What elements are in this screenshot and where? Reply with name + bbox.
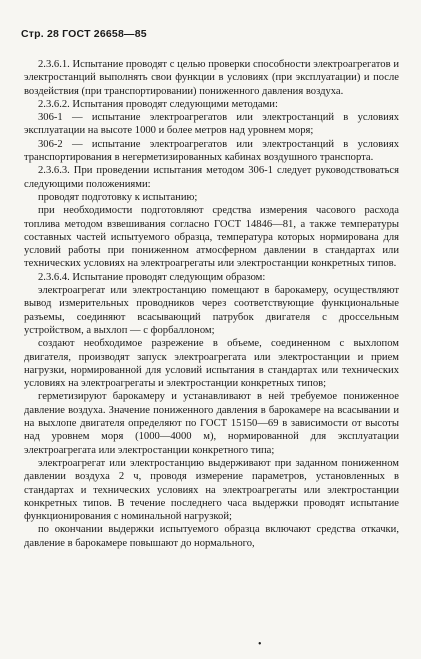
paragraph: герметизируют барокамеру и устанавливают в ней требуемое пониженное давление воздуха. Значение пониженного давления в барокамере на всасывании и на выхлопе двигателя определяют по ГОСТ 15150—69 в зависимости от высоты над уровнем моря (1000—4000 м), нормированной для эксплуатации электроагрегата или электростанции конкретного типа; <box>24 391 399 456</box>
paragraph: 2.3.6.3. При проведении испытания методом 306-1 следует руководствоваться следующими положениями: <box>24 165 399 190</box>
footer-mark: • <box>258 639 262 650</box>
paragraph: электроагрегат или электростанцию помещают в барокамеру, осуществляют вывод измерительных проводников через соответствующие функциональные разъемы, соединяют всасывающий патрубок двигателя с дроссельным устройством, а выхлоп — с форбаллоном; <box>24 285 399 336</box>
paragraph: 2.3.6.1. Испытание проводят с целью проверки способности электроагрегатов и электростанций выполнять свои функции в условиях (при эксплуатации) и после воздействия (при транспортировании) пониженного давления воздуха. <box>24 59 399 97</box>
page-header: Стр. 28 ГОСТ 26658—85 <box>21 28 147 40</box>
paragraph: 306-1 — испытание электроагрегатов или электростанций в условиях эксплуатации на высоте 1000 и более метров над уровнем моря; <box>24 112 399 137</box>
paragraph: 2.3.6.2. Испытания проводят следующими методами: <box>38 98 278 110</box>
paragraph: проводят подготовку к испытанию; <box>38 191 198 203</box>
paragraph: при необходимости подготовляют средства измерения часового расхода топлива методом взвешивания согласно ГОСТ 14846—81, а также температуры составных частей испытуемого образца, температура которых нормирована для условий работы при пониженном атмосферном давлении в стандартах или технических условиях на электроагрегаты или электростанции конкретных типов. <box>24 205 399 270</box>
paragraph: 2.3.6.4. Испытание проводят следующим образом: <box>38 271 266 283</box>
paragraph: создают необходимое разрежение в объеме, соединенном с выхлопом двигателя, производят запуск электроагрегата или электростанции и прием нагрузки, нормированной для условий испытания в стандартах или технических условиях на электроагрегаты и электростанции конкретных типов; <box>24 338 399 390</box>
paragraph: электроагрегат или электростанцию выдерживают при заданном пониженном давлении воздуха 2 ч, проводя измерение параметров, установленных в стандартах и технических условиях на электроагрегаты или электростанции конкретных типов. В течение последнего часа выдержки проводят испытание функционирования с номинальной нагрузкой; <box>24 457 399 523</box>
paragraph: по окончании выдержки испытуемого образца включают средства откачки, давление в барокамере повышают до нормального, <box>24 524 399 549</box>
paragraph: 306-2 — испытание электроагрегатов или электростанций в условиях транспортирования в негерметизированных кабинах воздушного транспорта. <box>24 138 399 164</box>
document-body <box>24 58 399 550</box>
